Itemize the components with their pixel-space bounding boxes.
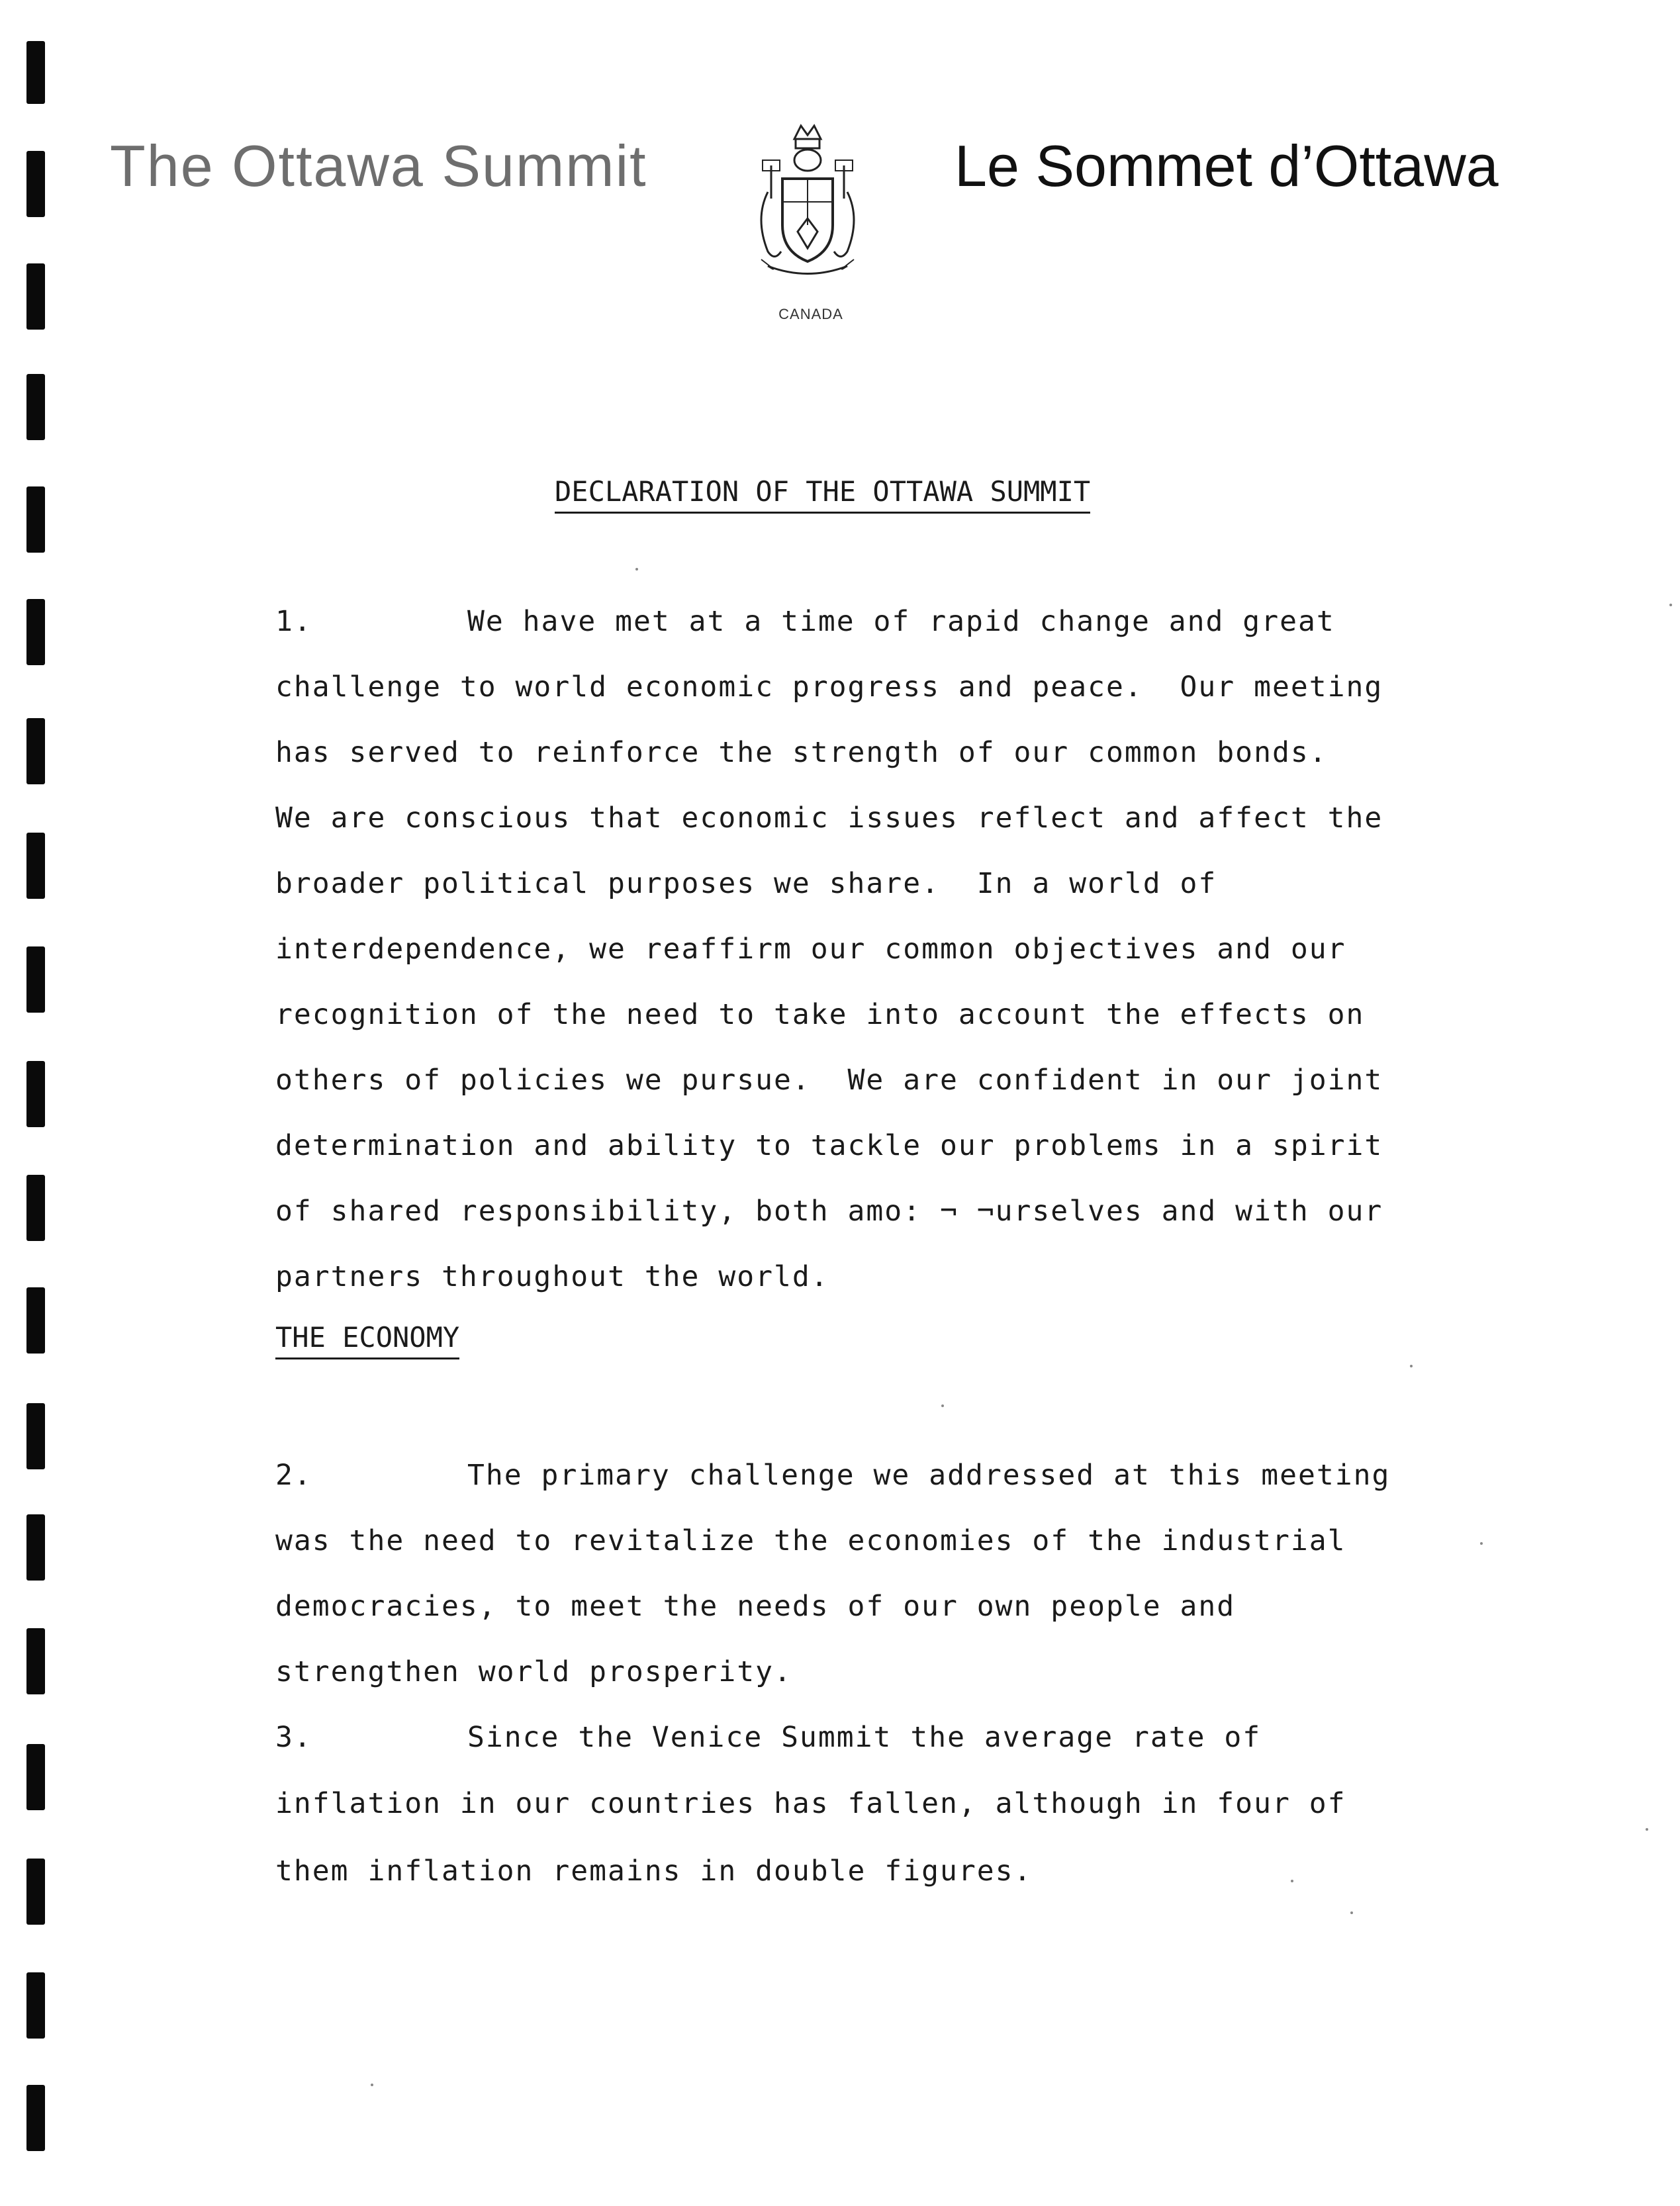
paragraph-line: We are conscious that economic issues reflect and affect the xyxy=(275,802,1383,835)
scan-speck xyxy=(941,1404,944,1407)
scan-speck xyxy=(635,568,638,571)
scan-speck xyxy=(1291,1880,1293,1882)
document-title: DECLARATION OF THE OTTAWA SUMMIT xyxy=(555,475,1090,514)
scan-speck xyxy=(371,2084,373,2086)
paragraph-number: 3. xyxy=(275,1721,312,1754)
section-heading: THE ECONOMY xyxy=(275,1321,459,1359)
paragraph-line: inflation in our countries has fallen, although in four of xyxy=(275,1787,1346,1820)
coat-of-arms-icon xyxy=(741,119,874,304)
paragraph-line: democracies, to meet the needs of our own people and xyxy=(275,1590,1236,1623)
paragraph-line: 1. We have met at a time of rapid change and great xyxy=(275,605,1335,638)
scan-speck xyxy=(1410,1365,1413,1367)
scan-speck xyxy=(1480,1542,1483,1545)
paragraph-line: interdependence, we reaffirm our common objectives and our xyxy=(275,933,1346,966)
paragraph-line: partners throughout the world. xyxy=(275,1260,829,1293)
paragraph-number: 1. xyxy=(275,605,312,638)
paragraph-line: recognition of the need to take into account the effects on xyxy=(275,998,1365,1031)
paragraph-number: 2. xyxy=(275,1459,312,1492)
paragraph-line: them inflation remains in double figures. xyxy=(275,1855,1033,1888)
header-title-english: The Ottawa Summit xyxy=(110,133,647,199)
scan-speck xyxy=(1646,1828,1648,1831)
paragraph-line: determination and ability to tackle our problems in a spirit xyxy=(275,1129,1383,1162)
crest-label: CANADA xyxy=(778,306,843,322)
scan-speck xyxy=(1669,604,1672,606)
binding-holes xyxy=(26,0,46,2206)
scan-speck xyxy=(1350,1911,1353,1914)
paragraph-line: has served to reinforce the strength of our common bonds. xyxy=(275,736,1328,769)
header-title-french: Le Sommet d’Ottawa xyxy=(955,133,1499,199)
paragraph-line: was the need to revitalize the economies of the industrial xyxy=(275,1524,1346,1557)
paragraph-line: others of policies we pursue. We are confident in our joint xyxy=(275,1064,1383,1097)
paragraph-line: of shared responsibility, both amo: ¬ ¬urselves and with our xyxy=(275,1195,1383,1228)
paragraph-line: challenge to world economic progress and peace. Our meeting xyxy=(275,670,1383,704)
paragraph-line: strengthen world prosperity. xyxy=(275,1655,792,1688)
paragraph-line: broader political purposes we share. In a world of xyxy=(275,867,1217,900)
paragraph-line: 3. Since the Venice Summit the average rate of xyxy=(275,1721,1262,1754)
paragraph-line: 2. The primary challenge we addressed at this meeting xyxy=(275,1459,1391,1492)
